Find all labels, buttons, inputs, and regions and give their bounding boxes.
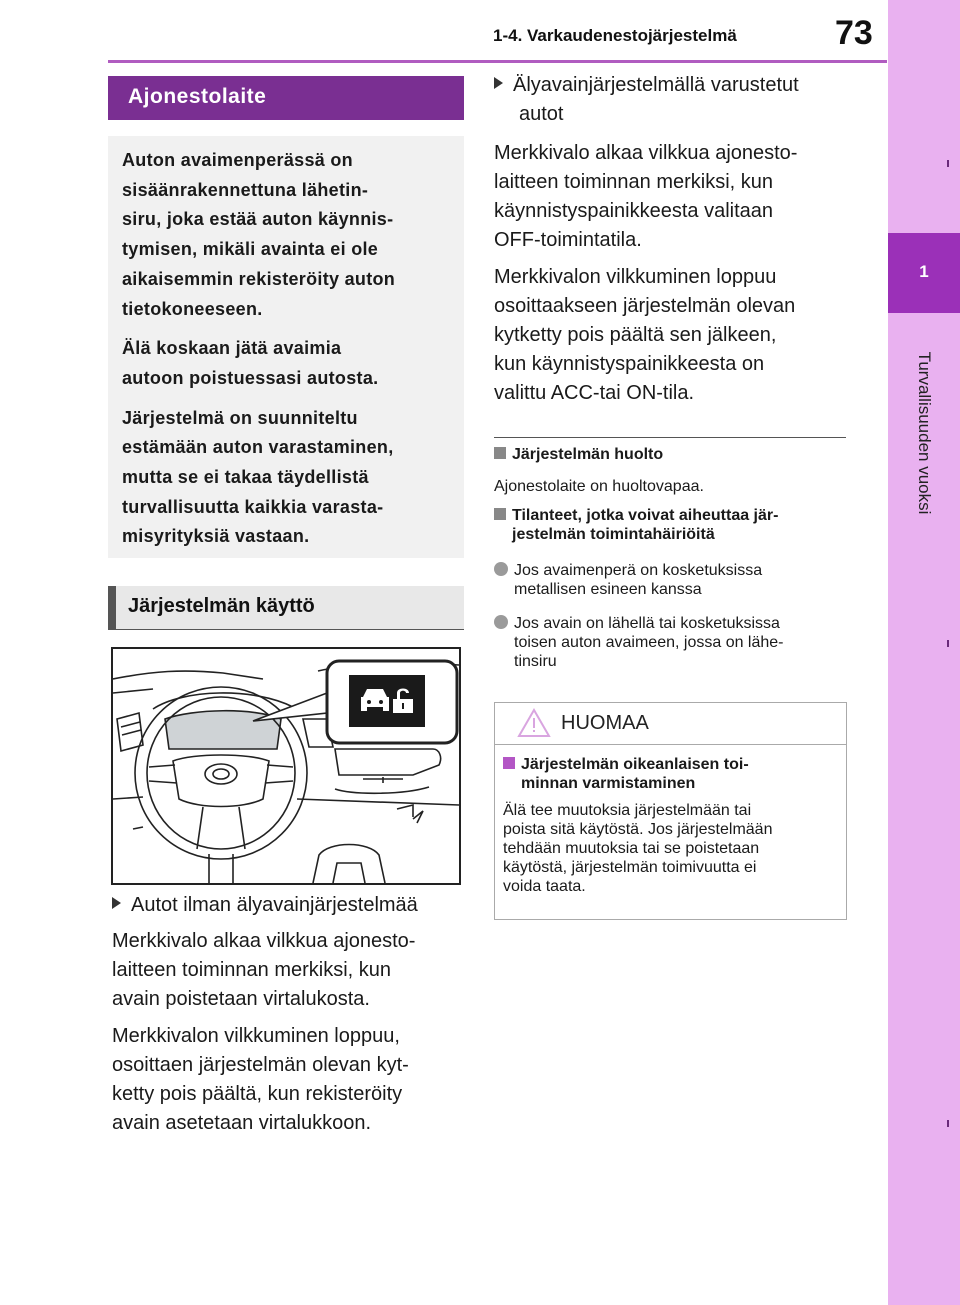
notice-title: HUOMAA: [561, 712, 649, 734]
heading-immobilizer: Ajonestolaite: [108, 76, 464, 120]
sidebar-tick: [947, 640, 949, 647]
malfunction-item: Jos avaimenperä on kosketuksissa metallisen esineen kanssa: [494, 561, 762, 599]
notice-box: [494, 702, 847, 920]
square-bullet-icon: [494, 447, 506, 459]
triangle-bullet-icon: [494, 77, 503, 89]
warning-triangle-icon: [517, 708, 551, 738]
sidebar-tick: [947, 160, 949, 167]
header-rule: [108, 60, 887, 63]
page-number: 73: [835, 14, 873, 52]
maintenance-text: Ajonestolaite on huoltovapaa.: [494, 478, 704, 495]
square-bullet-icon: [494, 508, 506, 520]
circle-bullet-icon: [494, 615, 508, 629]
bullet-smart-key: Älyavainjärjestelmällä varustetut autot: [494, 71, 799, 129]
notice-header: [495, 703, 846, 745]
chapter-title: Turvallisuuden vuoksi: [915, 351, 934, 515]
chapter-sidebar: [888, 0, 960, 1305]
sidebar-tick: [947, 1120, 949, 1127]
heading-system-operation: Järjestelmän käyttö: [108, 586, 464, 630]
paragraph-no-smart-key-2: Merkkivalon vilkkuminen loppuu, osoittaen järjestelmän olevan kyt- ketty pois päältä, kun rekisteröity avain asetetaan virtalukkoon.: [112, 1025, 409, 1134]
paragraph-smart-key-2: Merkkivalon vilkkuminen loppuu osoittaakseen järjestelmän olevan kytketty pois päältä sen jälkeen, kun käynnistyspainikkeesta on valittu ACC-tai ON-tila.: [494, 266, 796, 404]
intro-paragraph: Järjestelmä on suunniteltu estämään auton varastaminen, mutta se ei takaa täydellistä turvallisuutta kaikkia varasta- misyrityksiä vastaan.: [122, 407, 394, 547]
dashboard-drawing: [113, 649, 459, 883]
heading-malfunction: Tilanteet, jotka voivat aiheuttaa jär- jestelmän toimintahäiriöitä: [494, 506, 778, 544]
square-bullet-icon: [503, 757, 515, 769]
intro-paragraph: Älä koskaan jätä avaimia autoon poistuessasi autosta.: [122, 338, 379, 388]
malfunction-item: Jos avain on lähellä tai kosketuksissa toisen auton avaimeen, jossa on lähe- tinsiru: [494, 614, 784, 671]
chapter-number: 1: [919, 262, 929, 281]
circle-bullet-icon: [494, 562, 508, 576]
dashboard-illustration: [111, 647, 461, 885]
paragraph-no-smart-key-1: Merkkivalo alkaa vilkkua ajonesto- laitteen toiminnan merkiksi, kun avain poistetaan virtalukosta.: [112, 930, 416, 1010]
paragraph-smart-key-1: Merkkivalo alkaa vilkkua ajonesto- laitteen toiminnan merkiksi, kun käynnistyspainikkeesta valitaan OFF-toimintatila.: [494, 142, 798, 251]
notice-text: Älä tee muutoksia järjestelmään tai poista sitä käytöstä. Jos järjestelmään tehdään muutoksia tai se poistetaan käytöstä, järjestelmän toimivuutta ei voida taata.: [503, 802, 773, 895]
intro-paragraph: Auton avaimenperässä on sisäänrakennettuna lähetin- siru, joka estää auton käynnis- tymisen, mikäli avainta ei ole aikaisemmin rekisteröity auton tietokoneeseen.: [122, 150, 396, 319]
intro-box: [108, 136, 464, 558]
triangle-bullet-icon: [112, 897, 121, 909]
notice-heading: Järjestelmän oikeanlaisen toi- minnan varmistaminen: [503, 755, 749, 793]
section-divider: [494, 437, 846, 438]
section-title: 1-4. Varkaudenestojärjestelmä: [493, 26, 737, 45]
heading-maintenance: Järjestelmän huolto: [494, 445, 663, 464]
bullet-no-smart-key: Autot ilman älyavainjärjestelmää: [112, 891, 418, 920]
